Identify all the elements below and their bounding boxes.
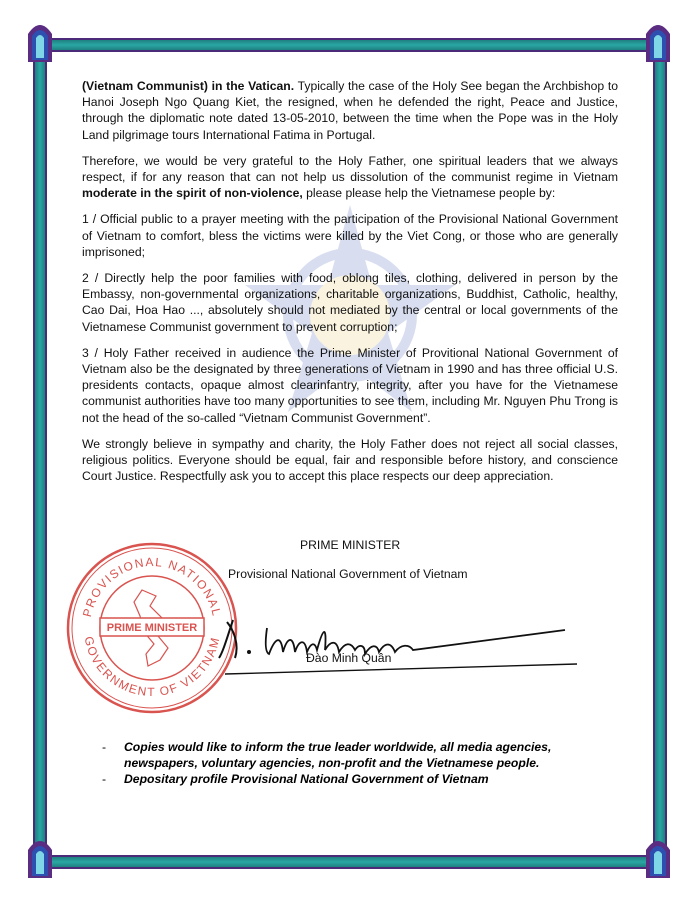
corner-ornament-top-left <box>28 25 52 62</box>
paragraph-1 <box>82 78 618 143</box>
note-item <box>102 739 622 771</box>
seal-center-text: PRIME MINISTER <box>106 622 198 634</box>
paragraph-2 <box>82 153 618 202</box>
paragraph-1-text: Typically the case of the Holy See began the Archbishop to Hanoi Joseph Ngo Quang Kiet, the resigned, when he defended the right, Peace and Justice, through the diplomatic note dated 13-05-2010, between the time when the Pope was in the Holy Land pilgrimage tours International Fatima in Portugal. <box>82 79 618 142</box>
signatory-title: PRIME MINISTER <box>300 538 401 552</box>
left-border-bar <box>33 45 47 865</box>
paragraph-4: 2 / Directly help the poor families with food, oblong tiles, clothing, delivered in person by the Embassy, non-governmental organizations, charitable organizations, Buddhist, Catholic, healthy, Cao Dai, Hoa Hao ..., absolutely should not mediated by the central or local governments of the Vietnamese Communist government to prevent corruption; <box>82 271 618 334</box>
paragraph-1-bold: (Vietnam Communist) in the Vatican. <box>82 79 295 93</box>
signatory-organization: Provisional National Government of Vietnam <box>228 567 468 581</box>
note-text: Depositary profile Provisional National Government of Vietnam <box>124 772 489 786</box>
paragraph-2-text-a: Therefore, we would be very grateful to the Holy Father, one spiritual leaders that we always respect, if for any reason that can not help us dissolution of the communist regime in Vietnam <box>82 153 618 185</box>
notes-list <box>102 739 622 787</box>
seal-top-text: PROVISIONAL NATIONAL <box>80 554 224 619</box>
signatory-name: Đào Minh Quân <box>306 651 392 665</box>
corner-ornament-top-right <box>646 25 670 62</box>
corner-ornament-bottom-left <box>28 841 52 878</box>
note-text: Copies would like to inform the true leader worldwide, all media agencies, newspapers, voluntary agencies, non-profit and the Vietnamese people. <box>124 740 552 770</box>
note-dash: - <box>102 740 107 754</box>
letter-body <box>82 78 618 494</box>
corner-ornament-bottom-right <box>646 841 670 878</box>
paragraph-3: 1 / Official public to a prayer meeting with the participation of the Provisional National Government of Vietnam to comfort, bless the victims were killed by the Viet Cong, or those who are generally imprisoned; <box>82 212 618 259</box>
paragraph-6: We strongly believe in sympathy and charity, the Holy Father does not reject all social classes, religious politics. Everyone should be equal, fair and responsible before history, and conscience Court Justice. Respectfully ask you to accept this place respects our deep appreciation. <box>82 436 618 484</box>
paragraph-2-bold: moderate in the spirit of non-violence, <box>82 186 303 201</box>
seal-bottom-text: GOVERNMENT OF VIETNAM <box>81 635 223 700</box>
note-item <box>102 771 622 787</box>
handwritten-signature <box>205 608 585 688</box>
paragraph-2-text-b: please please help the Vietnamese people by: <box>302 186 556 201</box>
bottom-border-bar <box>30 855 670 869</box>
paragraph-5: 3 / Holy Father received in audience the Prime Minister of Provitional National Government of Vietnam also be the designated by three generations of Vietnam in 1990 and has three official U.S. presidents contacts, opaque almost clearinfantry, integrity, after you have for the Vietnamese communist authorities have too many opportunities to see them, including Mr. Nguyen Phu Trong is not the head of the so-called “Vietnam Communist Government”. <box>82 345 618 425</box>
note-dash: - <box>102 772 107 786</box>
right-border-bar <box>653 45 667 865</box>
top-border-bar <box>30 38 670 52</box>
